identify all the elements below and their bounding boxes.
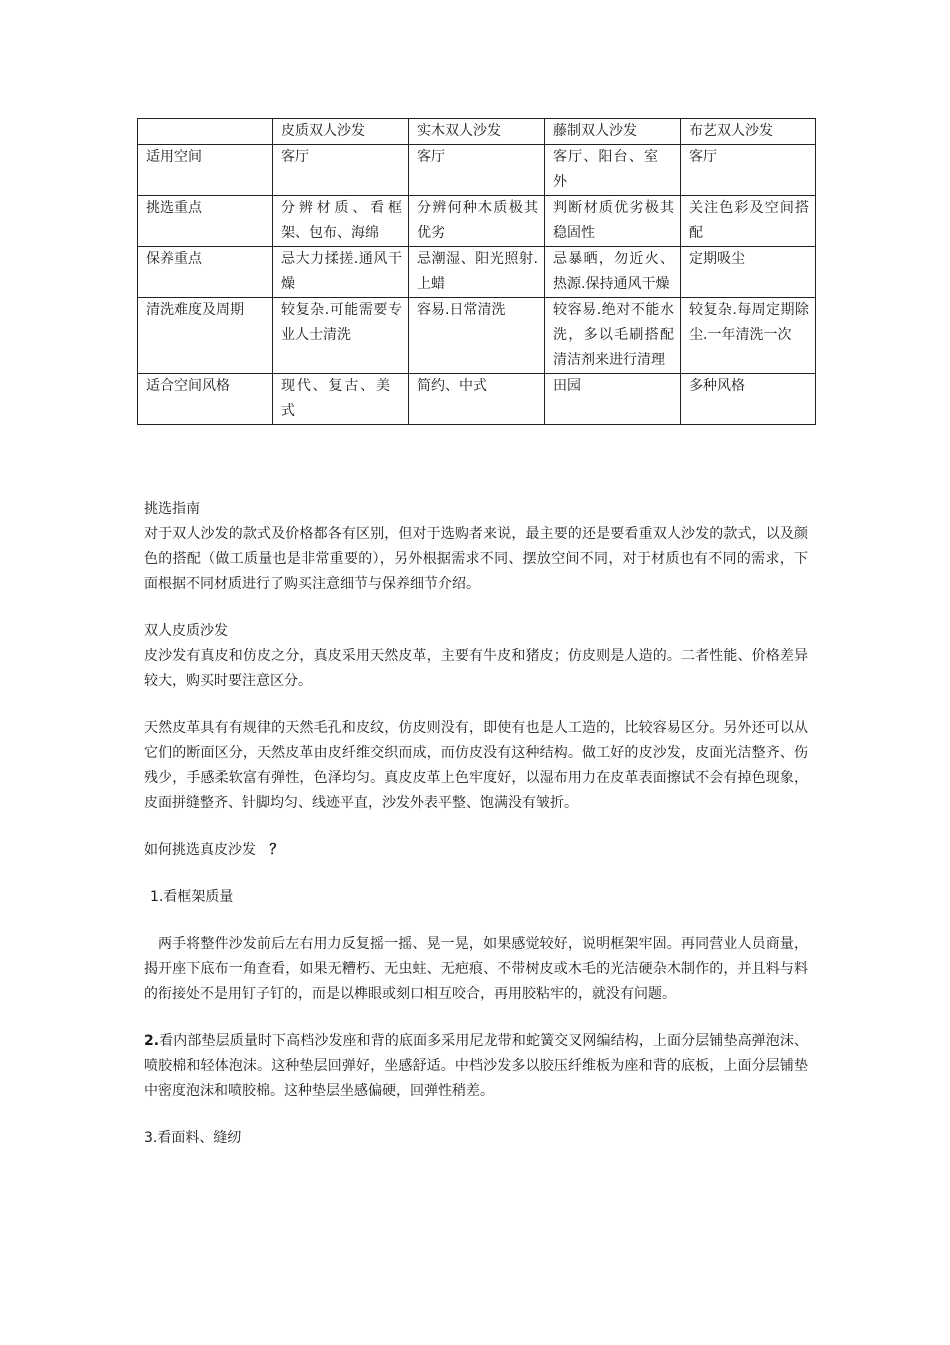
- row-label: 适用空间: [138, 145, 273, 196]
- table-cell: 客厅: [409, 145, 545, 196]
- table-cell: 多种风格: [681, 374, 816, 425]
- question-mark: ？: [269, 842, 284, 858]
- table-cell: 忌暴晒，勿近火、热源.保持通风干燥: [545, 247, 681, 298]
- subheading-fabric-sewing: 3.看面料、缝纫: [144, 1130, 242, 1146]
- section-heading-guide: 挑选指南: [144, 501, 200, 517]
- table-cell: 定期吸尘: [681, 247, 816, 298]
- table-cell: 判断材质优劣极其稳固性: [545, 196, 681, 247]
- article-body: [144, 497, 808, 1151]
- cushion-quality-text: 看内部垫层质量时下高档沙发座和背的底面多采用尼龙带和蛇簧交叉网编结构，上面分层铺垫高弹泡沫、喷胶棉和轻体泡沫。这种垫层回弹好，坐感舒适。中档沙发多以胶压纤维板为座和背的底板，上面分层铺垫中密度泡沫和喷胶棉。这种垫层坐感偏硬，回弹性稍差。: [144, 1033, 808, 1099]
- table-row: [138, 247, 816, 298]
- sofa-comparison-table: [137, 118, 816, 425]
- table-cell: 忌潮湿、阳光照射.上蜡: [409, 247, 545, 298]
- cushion-quality-paragraph: [144, 1029, 808, 1104]
- table-row: [138, 145, 816, 196]
- row-label: 清洗难度及周期: [138, 298, 273, 374]
- row-label: 挑选重点: [138, 196, 273, 247]
- table-cell: 田园: [545, 374, 681, 425]
- frame-quality-paragraph: 两手将整件沙发前后左右用力反复摇一摇、晃一晃，如果感觉较好，说明框架牢固。再同营业人员商量，揭开座下底布一角查看，如果无糟朽、无虫蛀、无疤痕、不带树皮或木毛的光洁硬杂木制作的，并且料与料的衔接处不是用钉子钉的，而是以榫眼或刻口相互咬合，再用胶粘牢的，就没有问题。: [144, 936, 808, 1002]
- row-label: 保养重点: [138, 247, 273, 298]
- table-header-cell: 实木双人沙发: [409, 119, 545, 145]
- table-cell: 容易.日常清洗: [409, 298, 545, 374]
- table-cell: 分辨材质、看框架、包布、海绵: [273, 196, 409, 247]
- table-header-cell: 皮质双人沙发: [273, 119, 409, 145]
- howto-title: 如何挑选真皮沙发: [144, 842, 256, 858]
- section-heading-leather: 双人皮质沙发: [144, 623, 228, 639]
- table-row: [138, 298, 816, 374]
- table-cell: 客厅: [273, 145, 409, 196]
- table-cell: 较复杂.可能需要专业人士清洗: [273, 298, 409, 374]
- table-header-cell: [138, 119, 273, 145]
- subheading-frame-quality: 1.看框架质量: [150, 889, 234, 905]
- leather-paragraph-1: 皮沙发有真皮和仿皮之分，真皮采用天然皮革，主要有牛皮和猪皮；仿皮则是人造的。二者性能、价格差异较大，购买时要注意区分。: [144, 648, 808, 689]
- table-cell: 分辨何种木质极其优劣: [409, 196, 545, 247]
- table-row: [138, 374, 816, 425]
- table-cell: 关注色彩及空间搭配: [681, 196, 816, 247]
- section-number: 2.: [144, 1033, 160, 1049]
- table-cell: 较容易.绝对不能水洗，多以毛刷搭配清洁剂来进行清理: [545, 298, 681, 374]
- table-row: [138, 196, 816, 247]
- row-label: 适合空间风格: [138, 374, 273, 425]
- table-cell: 忌大力揉搓.通风干燥: [273, 247, 409, 298]
- table-cell: 客厅: [681, 145, 816, 196]
- leather-paragraph-2: 天然皮革具有有规律的天然毛孔和皮纹，仿皮则没有，即使有也是人工造的，比较容易区分。另外还可以从它们的断面区分，天然皮革由皮纤维交织而成，而仿皮没有这种结构。做工好的皮沙发，皮面光洁整齐、伤残少，手感柔软富有弹性，色泽均匀。真皮皮革上色牢度好，以湿布用力在皮革表面擦试不会有掉色现象，皮面拼缝整齐、针脚均匀、线迹平直，沙发外表平整、饱满没有皱折。: [144, 720, 808, 811]
- table-header-cell: 藤制双人沙发: [545, 119, 681, 145]
- table-header-row: [138, 119, 816, 145]
- table-cell: 简约、中式: [409, 374, 545, 425]
- guide-paragraph: 对于双人沙发的款式及价格都各有区别，但对于选购者来说，最主要的还是要看重双人沙发的款式，以及颜色的搭配（做工质量也是非常重要的），另外根据需求不同、摆放空间不同，对于材质也有不同的需求，下面根据不同材质进行了购买注意细节与保养细节介绍。: [144, 526, 808, 592]
- table-header-cell: 布艺双人沙发: [681, 119, 816, 145]
- table-cell: 现代、复古、美式: [273, 374, 409, 425]
- table-cell: 较复杂.每周定期除尘.一年清洗一次: [681, 298, 816, 374]
- section-heading-howto: [144, 838, 808, 863]
- table-cell: 客厅、阳台、室外: [545, 145, 681, 196]
